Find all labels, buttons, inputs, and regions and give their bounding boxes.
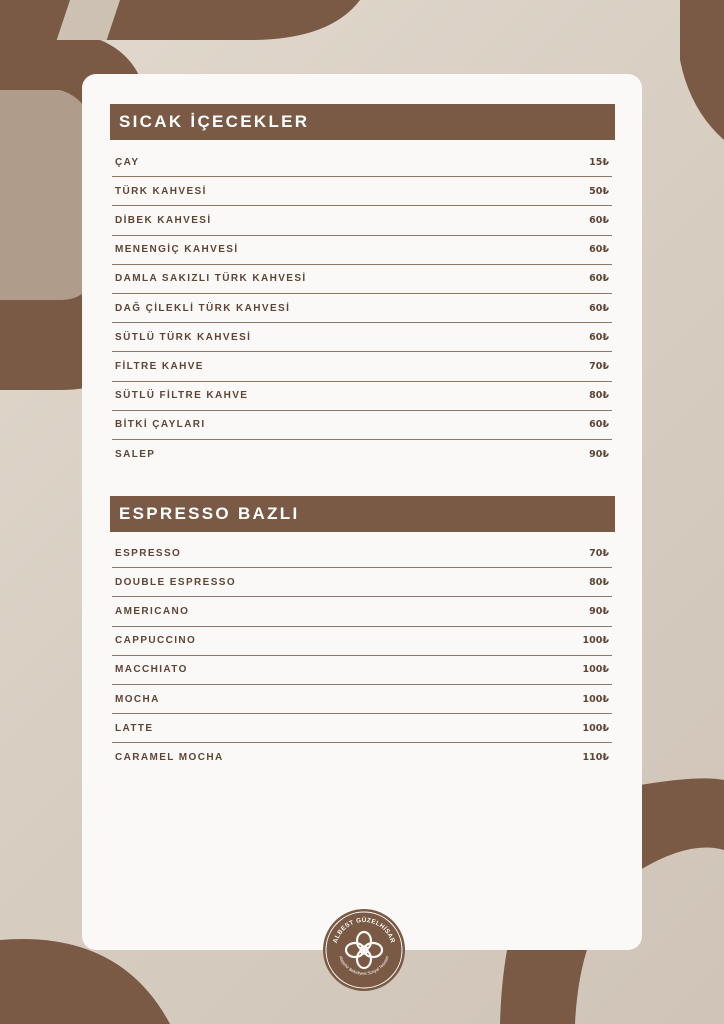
menu-item [112,265,612,294]
logo-top-text: ALBEST GÜZELHİSAR [331,916,397,945]
item-price: 60₺ [589,419,609,431]
menu-item [112,382,612,411]
item-name: MOCHA [115,693,160,705]
item-name: MENENGİÇ KAHVESİ [115,244,239,256]
item-name: SALEP [115,448,156,460]
menu-item [112,656,612,685]
menu-item [112,323,612,352]
item-name: BİTKİ ÇAYLARI [115,419,206,431]
menu-item [112,743,612,772]
menu-item [112,177,612,206]
item-price: 60₺ [589,331,609,343]
item-name: ÇAY [115,156,140,168]
menu-item [112,440,612,469]
logo-bottom-text: Alaşehir Belediyesi Sosyal Tesisleri [338,955,390,976]
item-price: 70₺ [589,547,609,559]
section-header-espresso [110,496,615,532]
menu-item [112,294,612,323]
menu-item [112,148,612,177]
item-price: 60₺ [589,244,609,256]
menu-item [112,568,612,597]
item-price: 60₺ [589,214,609,226]
item-name: FİLTRE KAHVE [115,360,204,372]
hot-drinks-list [112,148,612,469]
item-name: DAMLA SAKIZLI TÜRK KAHVESİ [115,273,307,285]
section-header-hot-drinks [110,104,615,140]
item-name: CAPPUCCINO [115,635,197,647]
menu-item [112,627,612,656]
menu-item [112,685,612,714]
menu-item [112,714,612,743]
item-price: 100₺ [582,635,609,647]
item-name: AMERICANO [115,605,190,617]
menu-item [112,352,612,381]
item-price: 15₺ [589,156,609,168]
item-name: SÜTLÜ TÜRK KAHVESİ [115,331,252,343]
menu-item [112,597,612,626]
item-name: SÜTLÜ FİLTRE KAHVE [115,390,249,402]
item-price: 60₺ [589,273,609,285]
item-price: 50₺ [589,185,609,197]
item-name: LATTE [115,722,154,734]
item-name: DAĞ ÇİLEKLİ TÜRK KAHVESİ [115,302,291,314]
item-price: 80₺ [589,390,609,402]
menu-item [112,539,612,568]
item-name: TÜRK KAHVESİ [115,185,207,197]
albest-guzelhisar-logo [322,908,406,992]
section-title: ESPRESSO BAZLI [119,504,300,523]
menu-item [112,236,612,265]
item-name: ESPRESSO [115,547,182,559]
item-name: DOUBLE ESPRESSO [115,576,237,588]
espresso-list [112,539,612,773]
section-title: SICAK İÇECEKLER [119,112,310,131]
item-price: 70₺ [589,360,609,372]
item-price: 80₺ [589,576,609,588]
item-price: 60₺ [589,302,609,314]
menu-item [112,411,612,440]
item-price: 100₺ [582,664,609,676]
item-price: 100₺ [582,722,609,734]
item-price: 110₺ [582,752,609,764]
menu-item [112,206,612,235]
item-price: 90₺ [589,448,609,460]
item-name: MACCHIATO [115,664,188,676]
item-name: DİBEK KAHVESİ [115,214,212,226]
item-name: CARAMEL MOCHA [115,752,224,764]
item-price: 90₺ [589,605,609,617]
item-price: 100₺ [582,693,609,705]
